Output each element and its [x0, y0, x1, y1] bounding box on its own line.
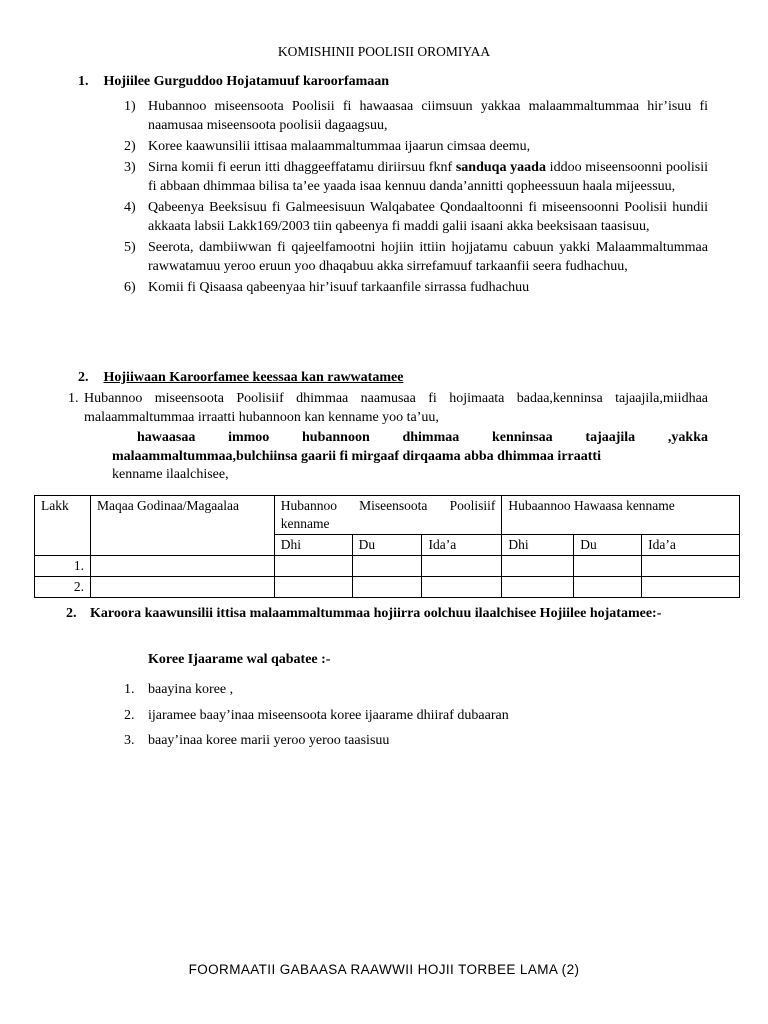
list-item: [124, 703, 509, 729]
paragraph-text: Hubannoo miseensoota Poolisiif dhimmaa naamusaa fi hojimaata badaa,kenninsa tajaajila,miidhaa malaammaltummaa irraatti hubannoon kan kenname yoo ta’uu,: [84, 391, 708, 425]
table-cell: [502, 556, 574, 577]
list-item-number: 4): [124, 199, 136, 215]
bold-line-1: hawaasaa immoo hubannoon dhimmaa kenninsaa tajaajila ,yakka: [137, 430, 708, 445]
list-item-number: 3): [124, 159, 136, 175]
subheader-ida: Ida’a: [422, 535, 502, 556]
table-cell: [642, 556, 740, 577]
list-item-number: 1): [124, 99, 136, 114]
table-cell: [502, 577, 574, 598]
table-cell: [274, 556, 352, 577]
header-police-awareness: Hubannoo Miseensoota Poolisiif kenname: [274, 496, 502, 535]
row-number: 1.: [35, 556, 91, 577]
table-cell: [574, 556, 642, 577]
list-item-number: 3.: [124, 733, 135, 748]
table-row: [35, 556, 740, 577]
list-item-text: [148, 160, 708, 194]
subheader-du: Du: [574, 535, 642, 556]
list-item-number: 2.: [124, 707, 135, 723]
list-item-text: baay’inaa koree marii yeroo yeroo taasisuu: [148, 733, 390, 748]
table-cell: [352, 556, 422, 577]
table-cell: [574, 577, 642, 598]
section-1-list: [124, 97, 708, 299]
section-3-number: 2.: [66, 606, 77, 621]
section-1-number: 1.: [78, 74, 89, 89]
section-2-heading: [78, 370, 403, 386]
list-item: [124, 677, 509, 703]
table-cell: [90, 556, 274, 577]
list-item: [124, 137, 708, 156]
paragraph-number: 1.: [68, 391, 79, 406]
list-item: [124, 728, 509, 754]
list-item: [124, 278, 708, 297]
table-cell: [352, 577, 422, 598]
list-item: [124, 238, 708, 277]
list-item-number: 1.: [124, 682, 135, 697]
bold-line-2: malaammaltummaa,bulchiinsa gaarii fi mirgaaf dirqaama abba dhimmaa irraatti: [112, 448, 601, 464]
table-cell: [642, 577, 740, 598]
row-number: 2.: [35, 577, 91, 598]
subheader-dhi: Dhi: [274, 535, 352, 556]
subheader-du: Du: [352, 535, 422, 556]
section-3-text: Karoora kaawunsilii ittisa malaammaltummaa hojiirra oolchuu ilaalchisee Hojiilee hojatamee:-: [90, 606, 662, 621]
list-item-text: Seerota, dambiiwwan fi qajeelfamootni hojiin ittiin hojjatamu cabuun yakki Malaammaltummaa rawwatamuu yeroo eruun yoo dhaqabuu akka sirrefamuuf tarkaanfii seera fudhachuu,: [148, 240, 708, 275]
list-item: [124, 198, 708, 237]
section-2-number: 2.: [78, 370, 89, 385]
section-3-list: [124, 677, 509, 754]
list-item-text: ijaramee baay’inaa miseensoota koree ijaarame dhiiraf dubaaran: [148, 707, 509, 723]
list-item-text-post: iddoo miseensoonni poolisii fi abbaan dhimmaa bilisa ta’ee yaada isaa kennuu danda’annitti qopheessuun haala mijeessuu,: [148, 159, 709, 195]
subheader-dhi: Dhi: [502, 535, 574, 556]
list-item-text: baayina koree ,: [148, 682, 234, 697]
header-lakk: Lakk: [35, 496, 91, 556]
list-item-text: Qabeenya Beeksisuu fi Galmeesisuun Walqabatee Qondaaltoonni fi miseensoonni Poolisii hundii akkaata labsii Lakk169/2003 tiin qabeenya fi maddi galii isaani akka beeksisaan taasisuu,: [148, 199, 708, 235]
list-item-bold-phrase: sanduqa yaada: [455, 159, 546, 175]
section-2-paragraph: [68, 389, 708, 427]
list-item-number: 6): [124, 280, 136, 296]
list-item-text: Komii fi Qisaasa qabeenyaa hir’isuuf tarkaanfile sirrassa fudhachuu: [148, 280, 530, 296]
table-row: [35, 577, 740, 598]
report-table: [34, 495, 740, 598]
list-item: [124, 97, 708, 136]
sub-heading: Koree Ijaarame wal qabatee :-: [148, 652, 331, 667]
section-2-heading-text: Hojiiwaan Karoorfamee keessaa kan rawwatamee: [103, 370, 404, 385]
section-1-heading: [78, 74, 389, 90]
list-item-text: Hubannoo miseensoota Poolisii fi hawaasaa ciimsuun yakkaa malaammaltummaa hir’isuu fi naamusaa miseensoota poolisii dagaagsuu,: [148, 99, 708, 134]
list-item-text-pre: Sirna komii fi eerun itti dhaggeeffatamu diriirsuu fknf: [148, 159, 456, 175]
list-item-number: 5): [124, 240, 136, 256]
header-public-awareness: Hubaannoo Hawaasa kenname: [502, 496, 740, 535]
section-2-bold-paragraph: [112, 429, 708, 485]
table-header-row: [35, 496, 740, 535]
list-item: [124, 158, 708, 197]
document-title: KOMISHINII POOLISII OROMIYAA: [277, 44, 491, 59]
section-1-heading-text: Hojiilee Gurguddoo Hojatamuuf karoorfamaan: [103, 74, 390, 89]
paragraph-tail: kenname ilaalchisee,: [112, 467, 229, 482]
table-cell: [422, 556, 502, 577]
list-item-number: 2): [124, 139, 136, 155]
table-cell: [90, 577, 274, 598]
list-item-text: Koree kaawunsilii ittisaa malaammaltummaa ijaarun cimsaa deemu,: [148, 139, 531, 155]
header-area: Maqaa Godinaa/Magaalaa: [90, 496, 274, 556]
table-cell: [422, 577, 502, 598]
section-3-paragraph: [66, 601, 708, 627]
table-cell: [274, 577, 352, 598]
subheader-ida: Ida’a: [642, 535, 740, 556]
page-footer: FOORMAATII GABAASA RAAWWII HOJII TORBEE LAMA (2): [188, 962, 580, 977]
